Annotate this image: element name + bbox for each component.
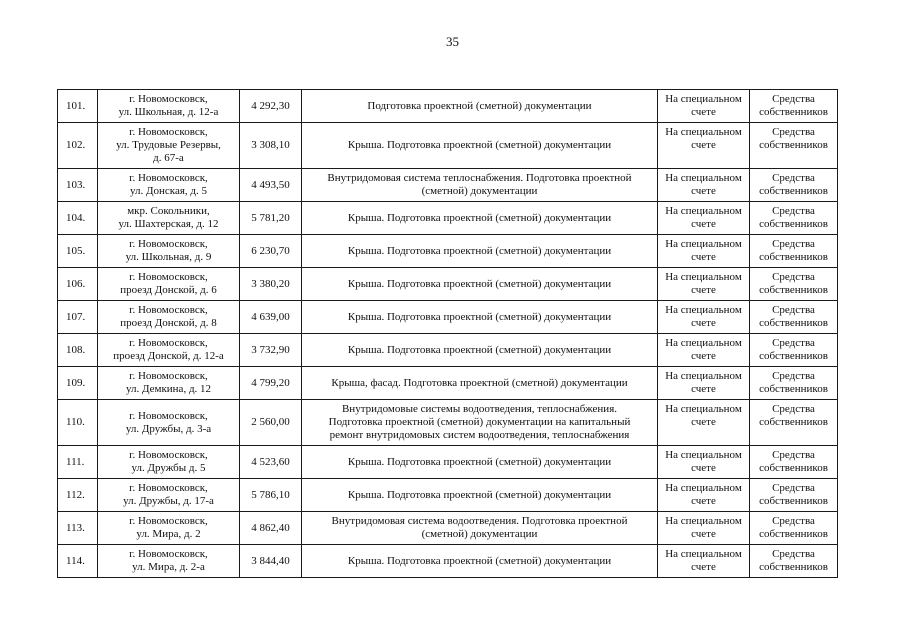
- table-row: [58, 169, 838, 202]
- row-area: 4 639,00: [240, 301, 302, 334]
- table-row: [58, 479, 838, 512]
- row-work-type: Крыша. Подготовка проектной (сметной) документации: [302, 479, 658, 512]
- row-address: г. Новомосковск, ул. Трудовые Резервы, д. 67-а: [98, 123, 240, 169]
- table-row: [58, 123, 838, 169]
- row-address: г. Новомосковск, ул. Дружбы, д. 3-а: [98, 400, 240, 446]
- row-address: г. Новомосковск, ул. Школьная, д. 12-а: [98, 90, 240, 123]
- row-fund-method: На специальном счете: [658, 123, 750, 169]
- row-fund-source: Средства собственников: [750, 235, 838, 268]
- row-number: 106.: [58, 268, 98, 301]
- table-row: [58, 446, 838, 479]
- row-fund-source: Средства собственников: [750, 169, 838, 202]
- row-address: г. Новомосковск, ул. Мира, д. 2-а: [98, 545, 240, 578]
- table-row: [58, 545, 838, 578]
- row-fund-source: Средства собственников: [750, 367, 838, 400]
- row-work-type: Внутридомовая система водоотведения. Подготовка проектной (сметной) документации: [302, 512, 658, 545]
- row-area: 5 786,10: [240, 479, 302, 512]
- table-row: [58, 512, 838, 545]
- table-row: [58, 268, 838, 301]
- row-fund-method: На специальном счете: [658, 512, 750, 545]
- row-address: г. Новомосковск, проезд Донской, д. 8: [98, 301, 240, 334]
- table-row: [58, 301, 838, 334]
- row-fund-method: На специальном счете: [658, 235, 750, 268]
- row-work-type: Крыша. Подготовка проектной (сметной) документации: [302, 123, 658, 169]
- row-work-type: Крыша. Подготовка проектной (сметной) документации: [302, 301, 658, 334]
- row-work-type: Крыша. Подготовка проектной (сметной) документации: [302, 202, 658, 235]
- row-area: 5 781,20: [240, 202, 302, 235]
- row-address: г. Новомосковск, ул. Школьная, д. 9: [98, 235, 240, 268]
- capital-repair-table: [57, 89, 838, 578]
- row-number: 104.: [58, 202, 98, 235]
- row-number: 103.: [58, 169, 98, 202]
- table-row: [58, 334, 838, 367]
- row-number: 111.: [58, 446, 98, 479]
- row-work-type: Крыша. Подготовка проектной (сметной) документации: [302, 235, 658, 268]
- row-fund-method: На специальном счете: [658, 400, 750, 446]
- row-fund-source: Средства собственников: [750, 268, 838, 301]
- row-area: 4 523,60: [240, 446, 302, 479]
- row-work-type: Внутридомовые системы водоотведения, теплоснабжения. Подготовка проектной (сметной) документации на капитальный ремонт внутридомовых систем водоотведения, теплоснабжения: [302, 400, 658, 446]
- row-number: 105.: [58, 235, 98, 268]
- row-area: 3 380,20: [240, 268, 302, 301]
- row-number: 114.: [58, 545, 98, 578]
- row-work-type: Крыша. Подготовка проектной (сметной) документации: [302, 446, 658, 479]
- row-number: 108.: [58, 334, 98, 367]
- row-work-type: Подготовка проектной (сметной) документации: [302, 90, 658, 123]
- table-row: [58, 202, 838, 235]
- row-fund-method: На специальном счете: [658, 90, 750, 123]
- row-number: 110.: [58, 400, 98, 446]
- row-number: 101.: [58, 90, 98, 123]
- row-area: 3 732,90: [240, 334, 302, 367]
- row-address: г. Новомосковск, ул. Донская, д. 5: [98, 169, 240, 202]
- row-fund-source: Средства собственников: [750, 301, 838, 334]
- row-area: 4 493,50: [240, 169, 302, 202]
- row-fund-source: Средства собственников: [750, 202, 838, 235]
- row-address: г. Новомосковск, ул. Дружбы д. 5: [98, 446, 240, 479]
- row-fund-source: Средства собственников: [750, 545, 838, 578]
- row-number: 109.: [58, 367, 98, 400]
- table-row: [58, 235, 838, 268]
- row-address: г. Новомосковск, проезд Донской, д. 6: [98, 268, 240, 301]
- row-address: г. Новомосковск, проезд Донской, д. 12-а: [98, 334, 240, 367]
- row-area: 2 560,00: [240, 400, 302, 446]
- row-fund-method: На специальном счете: [658, 446, 750, 479]
- row-area: 4 862,40: [240, 512, 302, 545]
- row-area: 3 308,10: [240, 123, 302, 169]
- row-fund-method: На специальном счете: [658, 301, 750, 334]
- row-work-type: Крыша. Подготовка проектной (сметной) документации: [302, 334, 658, 367]
- row-work-type: Крыша. Подготовка проектной (сметной) документации: [302, 268, 658, 301]
- row-fund-method: На специальном счете: [658, 545, 750, 578]
- row-address: г. Новомосковск, ул. Мира, д. 2: [98, 512, 240, 545]
- row-fund-source: Средства собственников: [750, 512, 838, 545]
- table-row: [58, 90, 838, 123]
- row-fund-source: Средства собственников: [750, 123, 838, 169]
- row-address: мкр. Сокольники, ул. Шахтерская, д. 12: [98, 202, 240, 235]
- row-fund-source: Средства собственников: [750, 446, 838, 479]
- row-number: 112.: [58, 479, 98, 512]
- row-fund-source: Средства собственников: [750, 400, 838, 446]
- page-number: 35: [446, 34, 459, 49]
- row-work-type: Внутридомовая система теплоснабжения. Подготовка проектной (сметной) документации: [302, 169, 658, 202]
- row-work-type: Крыша, фасад. Подготовка проектной (сметной) документации: [302, 367, 658, 400]
- row-number: 113.: [58, 512, 98, 545]
- row-fund-source: Средства собственников: [750, 90, 838, 123]
- table-row: [58, 400, 838, 446]
- row-number: 107.: [58, 301, 98, 334]
- row-fund-method: На специальном счете: [658, 479, 750, 512]
- row-fund-method: На специальном счете: [658, 334, 750, 367]
- row-area: 4 799,20: [240, 367, 302, 400]
- row-area: 3 844,40: [240, 545, 302, 578]
- row-address: г. Новомосковск, ул. Демкина, д. 12: [98, 367, 240, 400]
- row-fund-method: На специальном счете: [658, 169, 750, 202]
- row-work-type: Крыша. Подготовка проектной (сметной) документации: [302, 545, 658, 578]
- row-fund-method: На специальном счете: [658, 367, 750, 400]
- row-fund-method: На специальном счете: [658, 202, 750, 235]
- row-fund-source: Средства собственников: [750, 479, 838, 512]
- row-area: 6 230,70: [240, 235, 302, 268]
- row-number: 102.: [58, 123, 98, 169]
- row-fund-method: На специальном счете: [658, 268, 750, 301]
- row-area: 4 292,30: [240, 90, 302, 123]
- table-row: [58, 367, 838, 400]
- row-address: г. Новомосковск, ул. Дружбы, д. 17-а: [98, 479, 240, 512]
- row-fund-source: Средства собственников: [750, 334, 838, 367]
